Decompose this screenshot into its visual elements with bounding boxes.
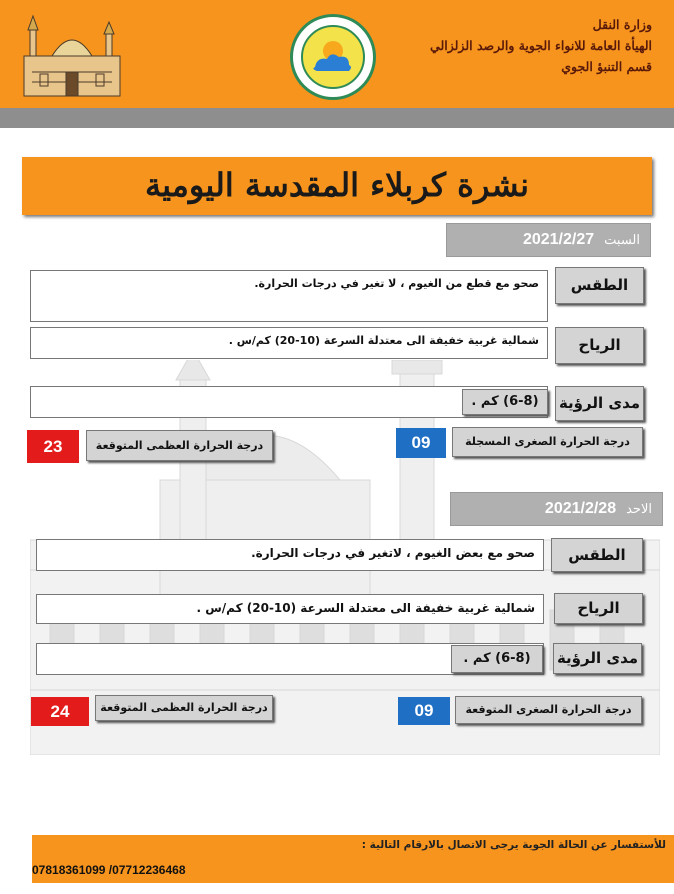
logo-emblem: [301, 25, 365, 89]
max-temp-label: درجة الحرارة العظمى المتوقعة: [95, 695, 273, 721]
wind-value: شمالية غربية خفيفة الى معتدلة السرعة (10-20) كم/س .: [36, 594, 544, 624]
weather-value: صحو مع قطع من الغيوم ، لا تغير في درجات الحرارة.: [30, 270, 548, 322]
ministry-name: وزارة النقل: [592, 17, 652, 32]
visibility-label: مدى الرؤية: [555, 386, 644, 421]
shrine-sketch-icon: [12, 10, 130, 104]
day-date: 2021/2/27: [522, 231, 595, 248]
visibility-value: (6-8) كم .: [462, 389, 548, 415]
day-header: [450, 492, 663, 526]
cloud-sun-icon: [303, 27, 363, 87]
min-temp-value: 09: [398, 697, 450, 725]
min-temp-value: 09: [396, 428, 446, 458]
bulletin-title-banner: [22, 157, 652, 215]
min-temp-label: درجة الحرارة الصغرى المتوقعة: [455, 696, 642, 724]
max-temp-value: 24: [31, 697, 89, 726]
min-temp-label: درجة الحرارة الصغرى المسجلة: [452, 427, 643, 457]
visibility-label: مدى الرؤية: [553, 643, 642, 674]
visibility-value: (6-8) كم .: [451, 645, 543, 673]
weather-value: صحو مع بعض الغيوم ، لاتغير في درجات الحرارة.: [36, 539, 544, 571]
day-name: السبت: [604, 232, 640, 247]
max-temp-label: درجة الحرارة العظمى المتوقعة: [86, 430, 273, 461]
day-header: [446, 223, 651, 257]
wind-label: الرياح: [554, 593, 643, 624]
day-name: الاحد: [626, 501, 652, 516]
wind-label: الرياح: [555, 327, 644, 364]
footer-inquiry-text: للأستفسار عن الحالة الجوية يرجى الاتصال بالارقام التالية :: [361, 839, 666, 851]
ministry-heading: [392, 14, 652, 77]
department-name: قسم التنبؤ الجوي: [561, 59, 652, 74]
bulletin-title: نشرة كربلاء المقدسة اليومية: [144, 166, 530, 204]
header-divider: [0, 108, 674, 128]
wind-value: شمالية غربية خفيفة الى معتدلة السرعة (10-20) كم/س .: [30, 327, 548, 359]
authority-name: الهيأة العامة للانواء الجوية والرصد الزلزالي: [430, 38, 652, 53]
weather-label: الطقس: [551, 538, 643, 572]
day-date: 2021/2/28: [544, 500, 617, 517]
footer-band: [32, 835, 674, 883]
max-temp-value: 23: [27, 430, 79, 463]
meteorology-authority-logo: [290, 14, 376, 100]
footer-phone-numbers[interactable]: 07818361099 /07712236468: [32, 863, 186, 877]
header-band: [0, 0, 674, 108]
weather-label: الطقس: [555, 267, 644, 304]
